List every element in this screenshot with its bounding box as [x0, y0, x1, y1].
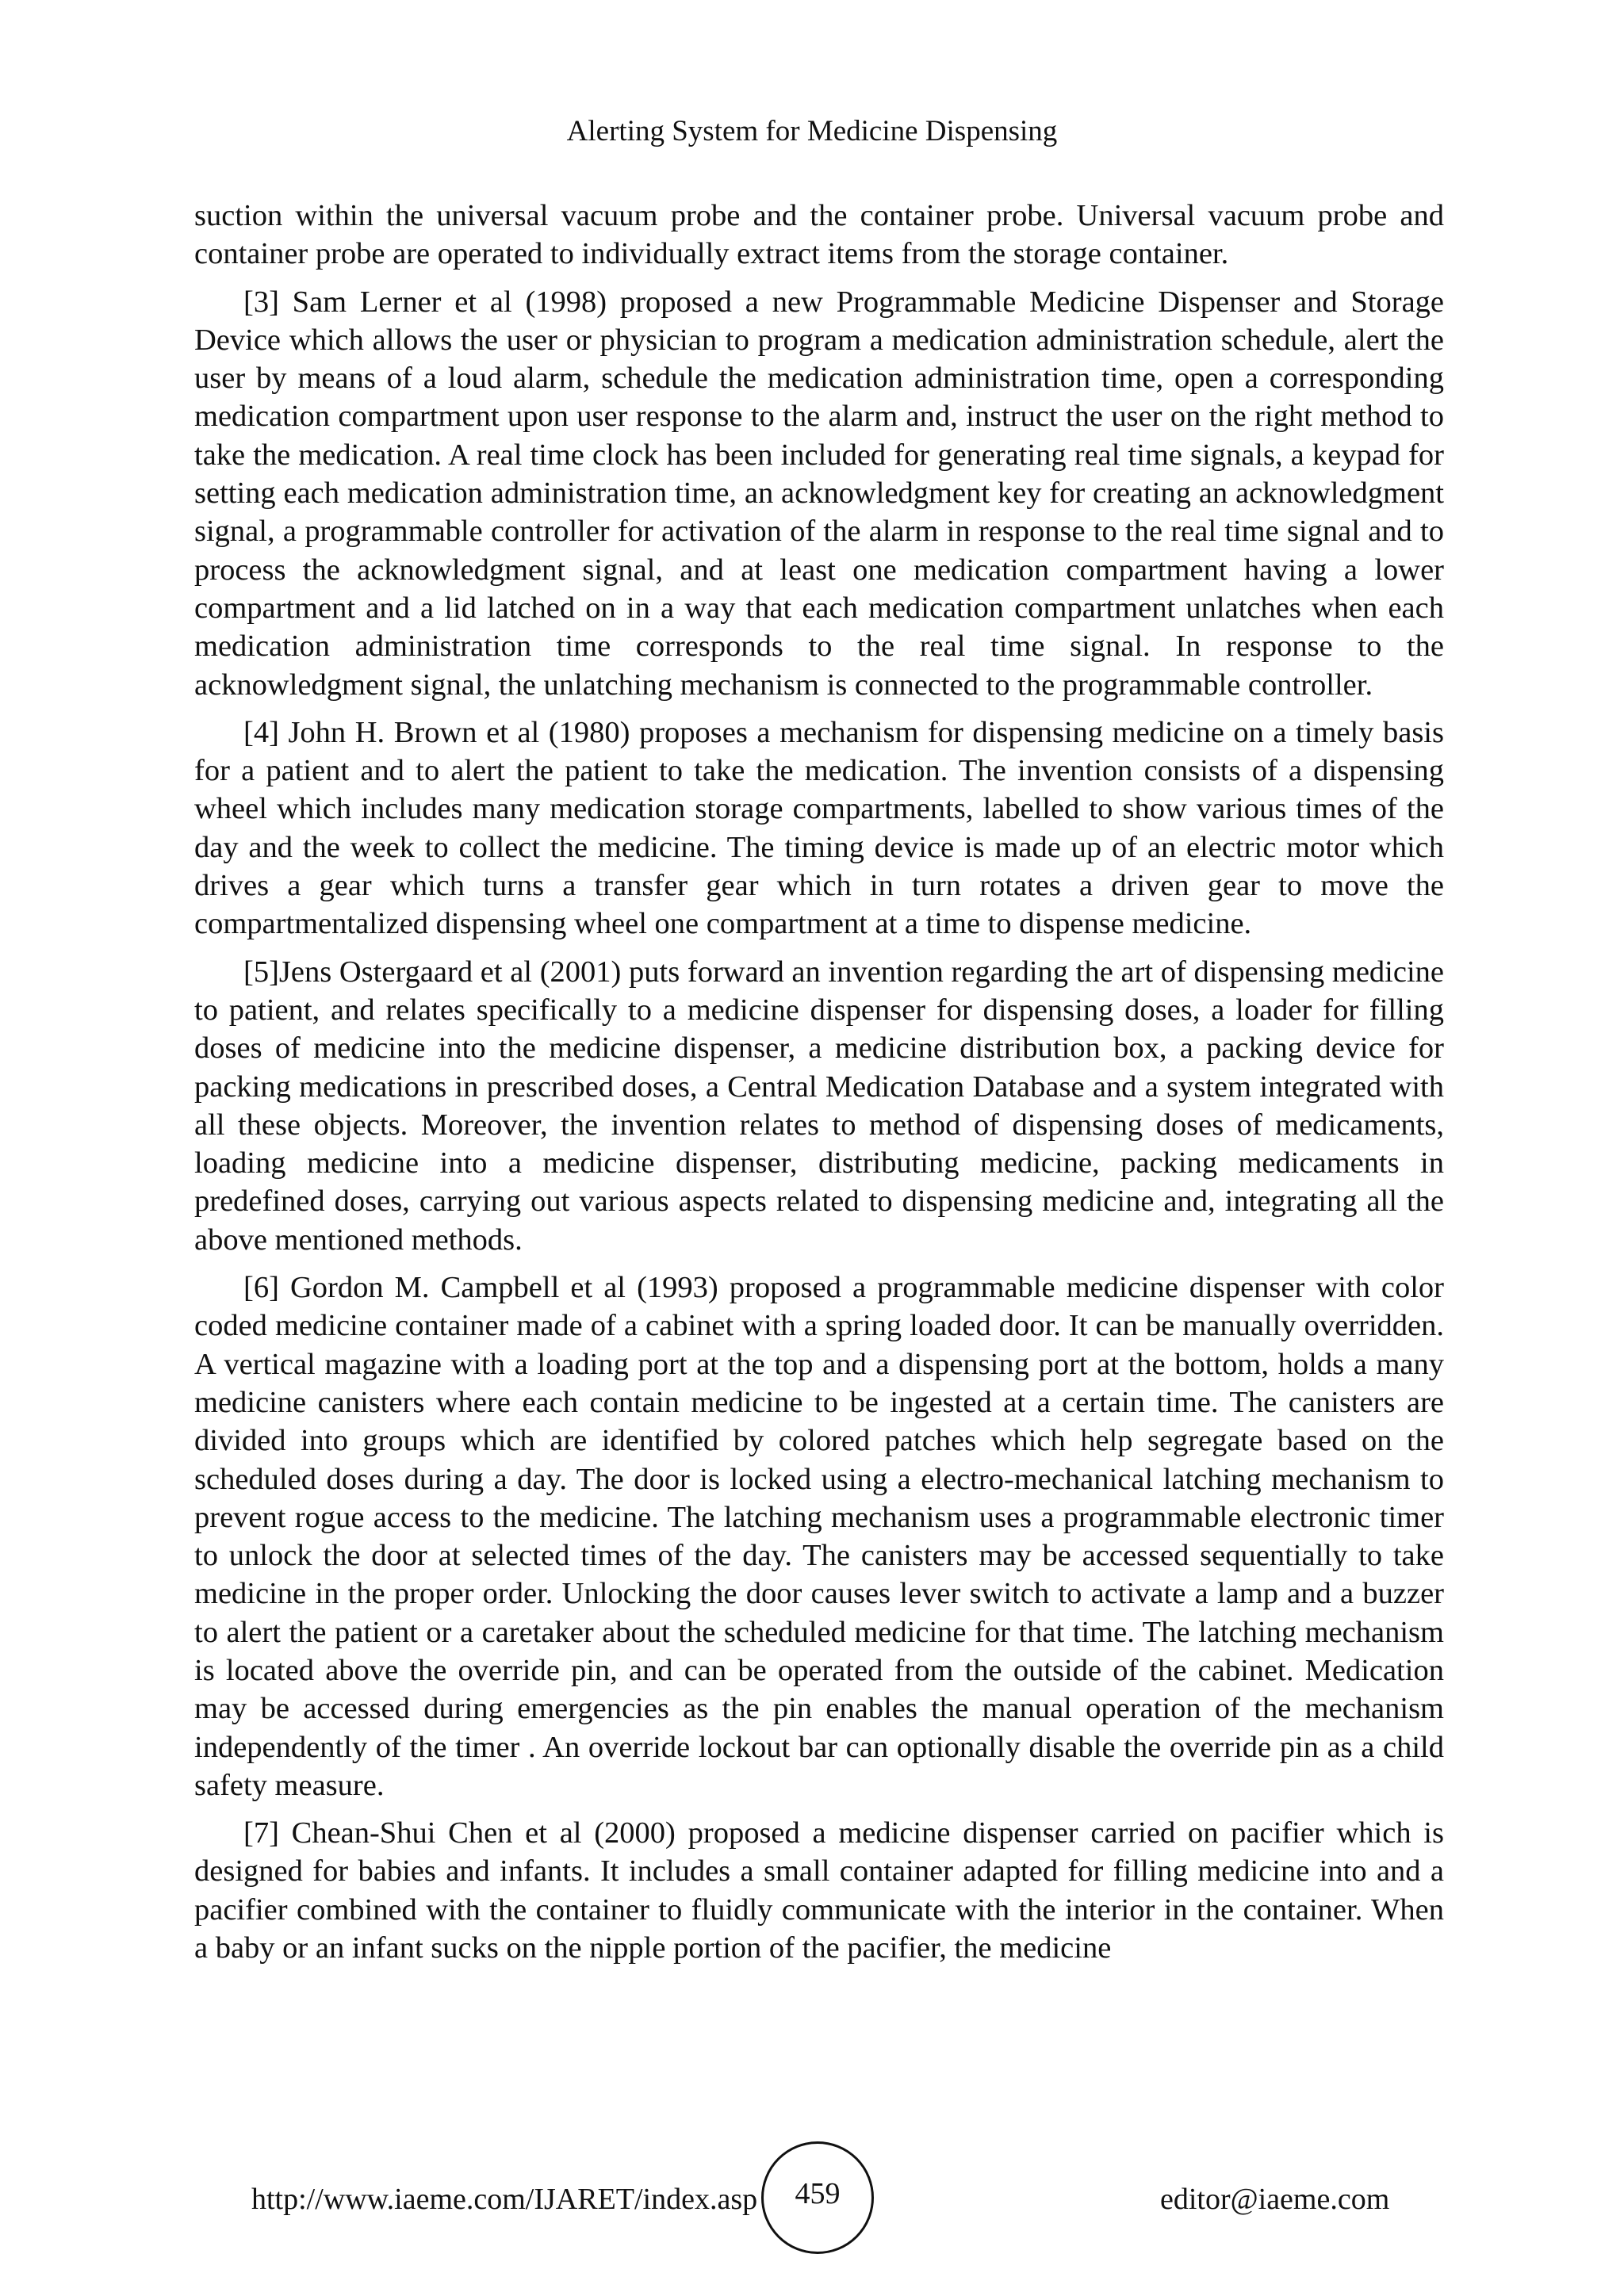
page-number-circle: [761, 2141, 874, 2254]
page-number: 459: [795, 2177, 841, 2210]
page-footer: [0, 2139, 1624, 2258]
footer-url-link[interactable]: http://www.iaeme.com/IJARET/index.asp: [251, 2183, 758, 2216]
paragraph-ref-6: [6] Gordon M. Campbell et al (1993) proposed a programmable medicine dispenser with color coded medicine container made of a cabinet with a spring loaded door. It can be manually overridden. A vertical magazine with a loading port at the top and a dispensing port at the bottom, holds a many medicine canisters where each contain medicine to be ingested at a certain time. The canisters are divided into groups which are identified by colored patches which help segregate based on the scheduled doses during a day. The door is locked using a electro-mechanical latching mechanism to prevent rogue access to the medicine. The latching mechanism uses a programmable electronic timer to unlock the door at selected times of the day. The canisters may be accessed sequentially to take medicine in the proper order. Unlocking the door causes lever switch to activate a lamp and a buzzer to alert the patient or a caretaker about the scheduled medicine for that time. The latching mechanism is located above the override pin, and can be operated from the outside of the cabinet. Medication may be accessed during emergencies as the pin enables the manual operation of the mechanism independently of the timer . An override lockout bar can optionally disable the override pin as a child safety measure.: [194, 1271, 1444, 1802]
body-text: [194, 197, 1444, 1976]
page-header: [0, 113, 1624, 151]
running-title: Alerting System for Medicine Dispensing: [566, 115, 1058, 147]
paragraph-continuation: suction within the universal vacuum probe and the container probe. Universal vacuum probe and container probe are operated to individually extract items from the storage container.: [194, 199, 1444, 271]
paragraph-ref-3: [3] Sam Lerner et al (1998) proposed a new Programmable Medicine Dispenser and Storage Device which allows the user or physician to program a medication administration schedule, alert the user by means of a loud alarm, schedule the medication administration time, open a corresponding medication compartment upon user response to the alarm and, instruct the user on the right method to take the medication. A real time clock has been included for generating real time signals, a keypad for setting each medication administration time, an acknowledgment key for creating an acknowledgment signal, a programmable controller for activation of the alarm in response to the real time signal and to process the acknowledgment signal, and at least one medication compartment having a lower compartment and a lid latched on in a way that each medication compartment unlatches when each medication administration time corresponds to the real time signal. In response to the acknowledgment signal, the unlatching mechanism is connected to the programmable controller.: [194, 285, 1444, 702]
paragraph-ref-7: [7] Chean-Shui Chen et al (2000) proposed a medicine dispenser carried on pacifier which is designed for babies and infants. It includes a small container adapted for filling medicine into and a pacifier combined with the container to fluidly communicate with the interior in the container. When a baby or an infant sucks on the nipple portion of the pacifier, the medicine: [194, 1816, 1444, 1965]
paragraph-ref-4: [4] John H. Brown et al (1980) proposes a mechanism for dispensing medicine on a timely basis for a patient and to alert the patient to take the medication. The invention consists of a dispensing wheel which includes many medication storage compartments, labelled to show various times of the day and the week to collect the medicine. The timing device is made up of an electric motor which drives a gear which turns a transfer gear which in turn rotates a driven gear to move the compartmentalized dispensing wheel one compartment at a time to dispense medicine.: [194, 715, 1444, 941]
paragraph-ref-5: [5]Jens Ostergaard et al (2001) puts forward an invention regarding the art of dispensing medicine to patient, and relates specifically to a medicine dispenser for dispensing doses, a loader for filling doses of medicine into the medicine dispenser, a medicine distribution box, a packing device for packing medications in prescribed doses, a Central Medication Database and a system integrated with all these objects. Moreover, the invention relates to method of dispensing doses of medicaments, loading medicine into a medicine dispenser, distributing medicine, packing medicaments in predefined doses, carrying out various aspects related to dispensing medicine and, integrating all the above mentioned methods.: [194, 955, 1444, 1257]
footer-email-link[interactable]: editor@iaeme.com: [1160, 2183, 1390, 2216]
